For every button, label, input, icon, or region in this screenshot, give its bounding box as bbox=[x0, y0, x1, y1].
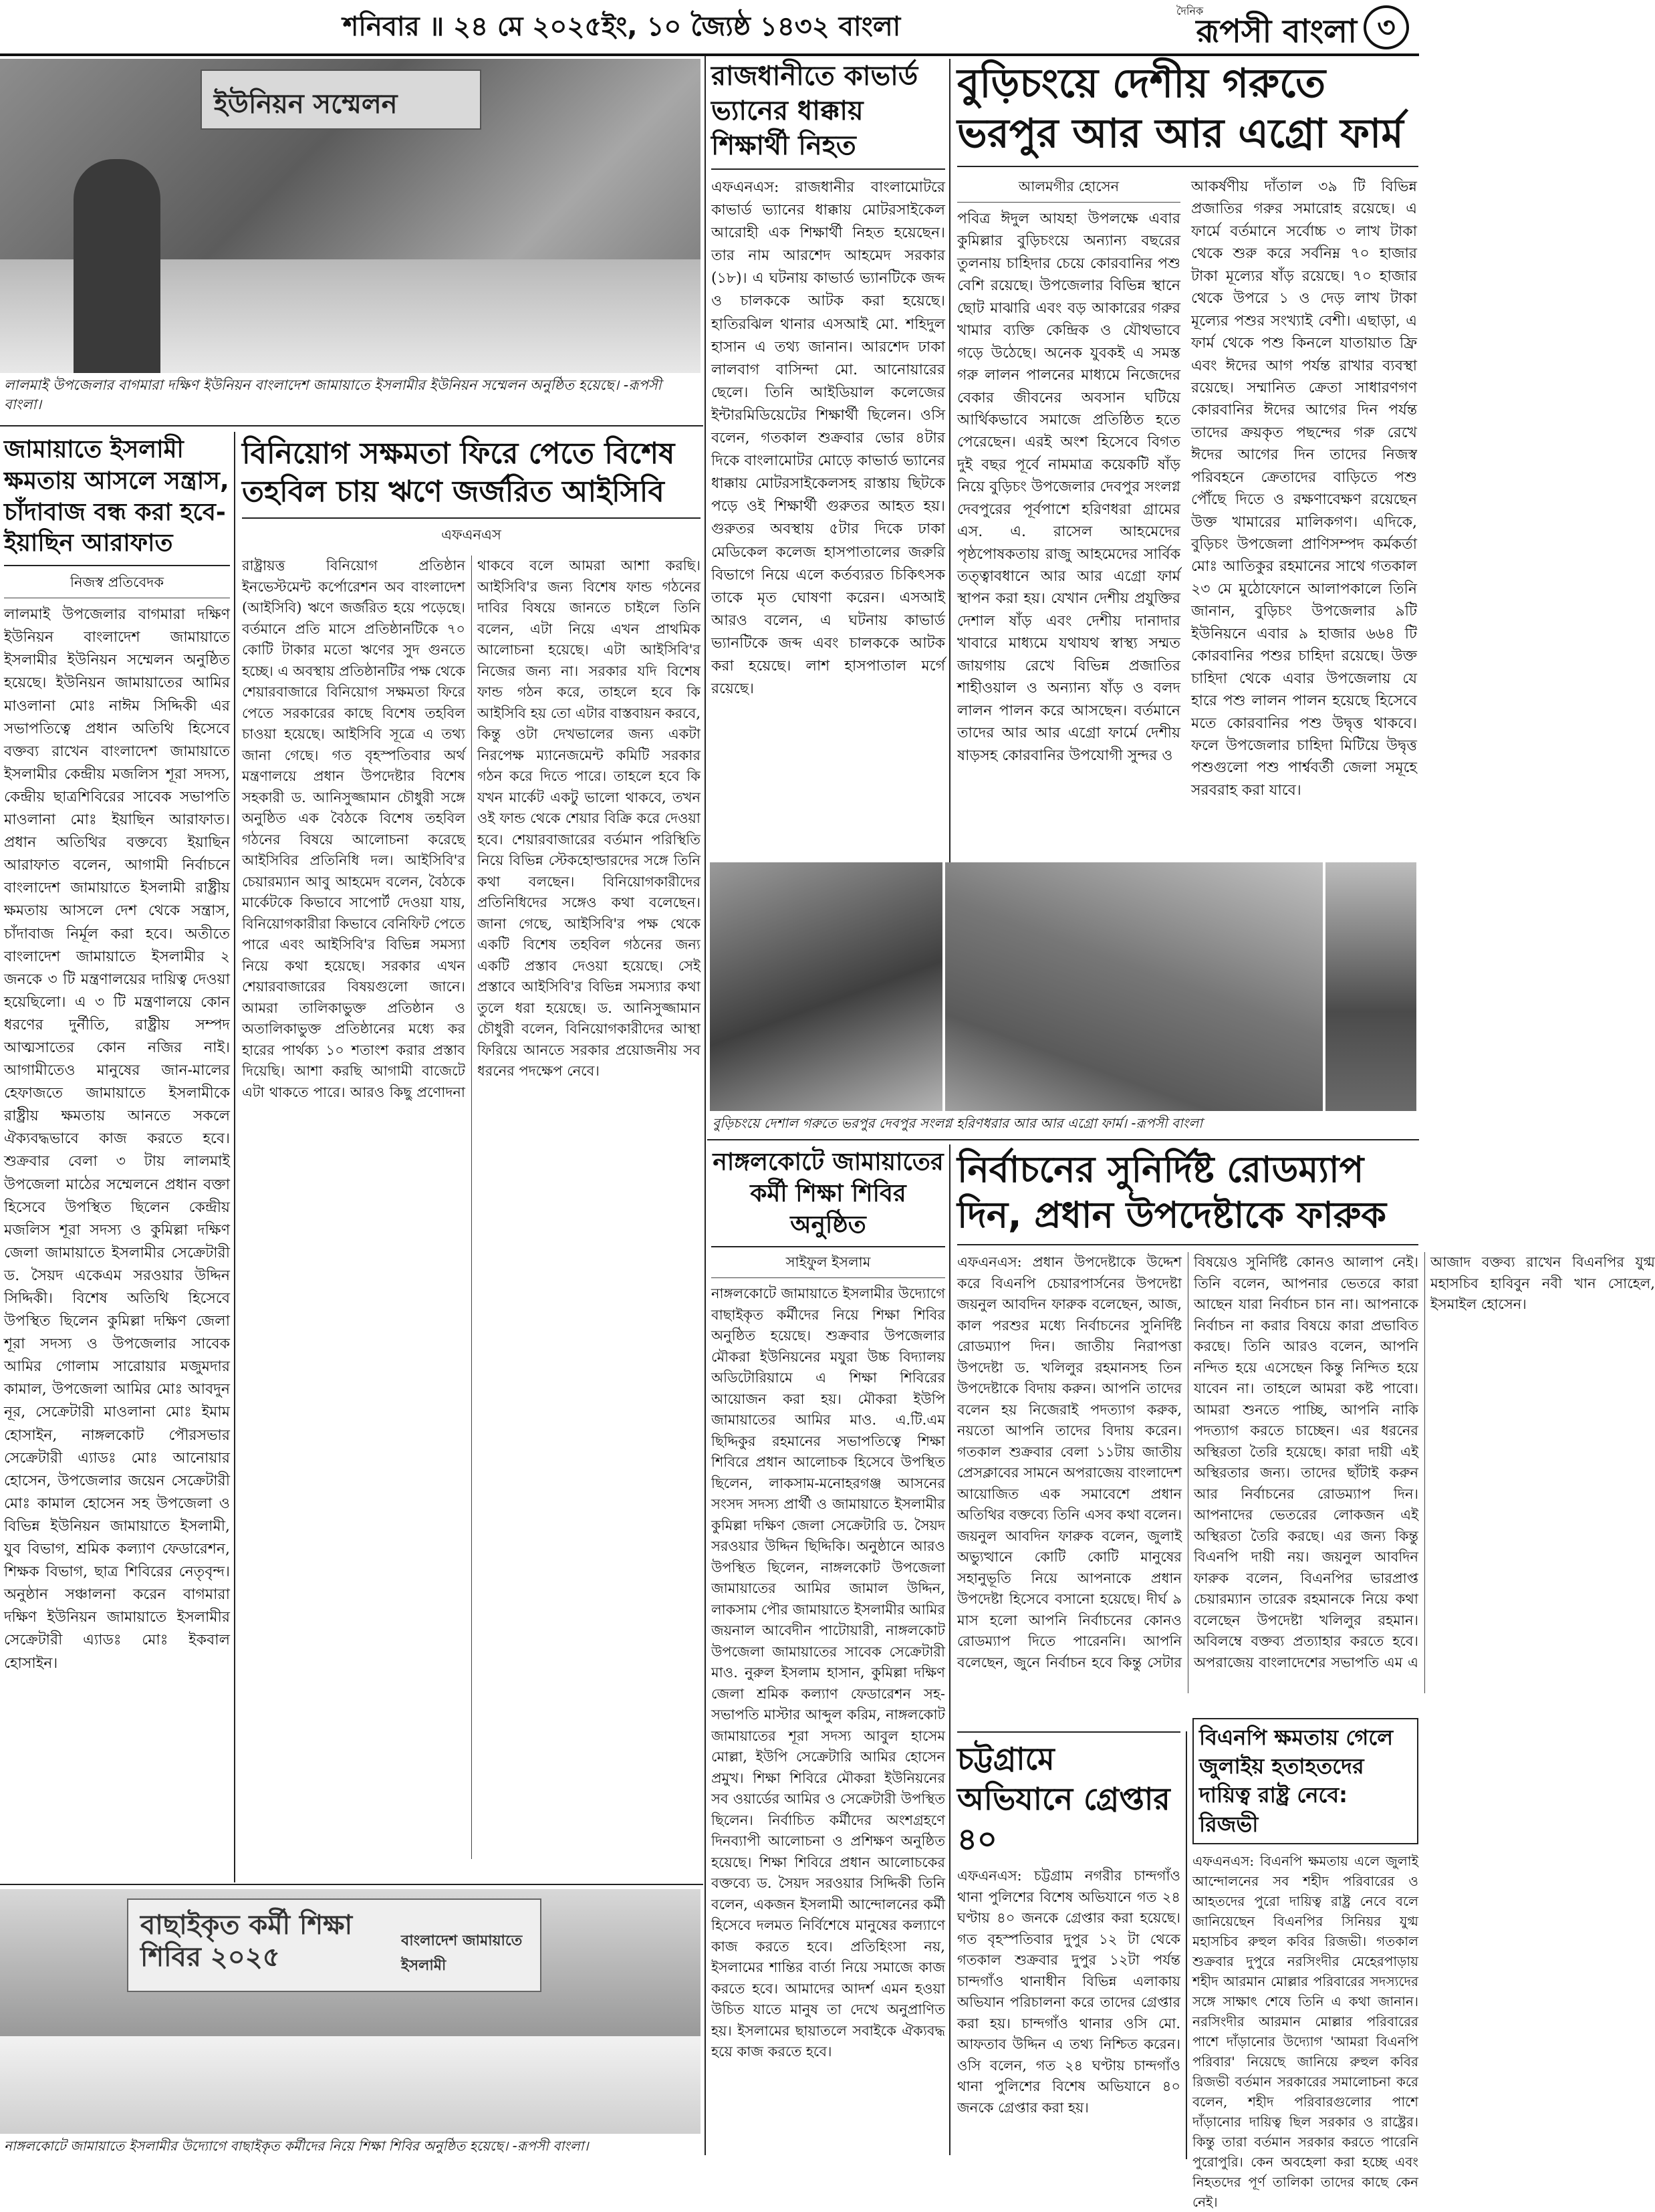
cattle-photo-2 bbox=[945, 862, 1323, 1111]
headline-icb: বিনিয়োগ সক্ষমতা ফিরে পেতে বিশেষ তহবিল চায় ঋণে জর্জরিত আইসিবি bbox=[242, 435, 701, 519]
farmer-photo bbox=[1325, 862, 1416, 1111]
cattle-photo-1 bbox=[710, 862, 942, 1111]
burichang-col-2 bbox=[1191, 176, 1417, 894]
article-chattogram bbox=[957, 1731, 1180, 2159]
headline-nangalkot: নাঙ্গলকোটে জামায়াতের কর্মী শিক্ষা শিবির অনুষ্ঠিত bbox=[711, 1147, 945, 1247]
photo-caption-top: লালমাই উপজেলার বাগমারা দক্ষিণ ইউনিয়ন বাংলাদেশ জামায়াতে ইসলামীর ইউনিয়ন সম্মেলন অনুষ্ঠিত হয়েছে। -রূপসী বাংলা। bbox=[4, 377, 662, 413]
headline-chattogram: চট্টগ্রামে অভিযানে গ্রেপ্তার ৪০ bbox=[957, 1741, 1170, 1857]
banner-text: ইউনিয়ন সম্মেলন bbox=[214, 89, 398, 120]
dateline: শনিবার ॥ ২৪ মে ২০২৫ইং, ১০ জ্যৈষ্ঠ ১৪৩২ বাংলা bbox=[342, 11, 901, 42]
rizvi-headline-box bbox=[1192, 1718, 1418, 1844]
camp-table bbox=[0, 2036, 701, 2134]
article-roadmap bbox=[957, 1147, 1655, 1722]
body-covered-van: এফএনএস: রাজধানীর বাংলামোটরে কাভার্ড ভ্যানের ধাক্কায় মোটরসাইকেল আরোহী এক শিক্ষার্থী নিহত হয়েছেন। তার নাম আরশেদ আহমেদ সরকার (১৮)। এ ঘটনায় কাভার্ড ভ্যানটিকে জব্দ ও চালককে আটক করা হয়েছে। হাতিরঝিল থানার এসআই মো. শহিদুল হাসান এ তথ্য জানান। আরশেদ ঢাকা লালবাগ বাসিন্দা মো. আনোয়ারের ছেলে। তিনি আইডিয়াল কলেজের ইন্টারমিডিয়েটের শিক্ষার্থী ছিলেন। ওসি বলেন, গতকাল শুক্রবার ভোর ৪টার দিকে বাংলামোটর মোড়ে কাভার্ড ভ্যানের ধাক্কায় মোটরসাইকেলসহ রাস্তায় ছিটকে পড়ে ওই শিক্ষার্থী গুরুতর আহত হয়। গুরুতর অবস্থায় ৫টার দিকে ঢাকা মেডিকেল কলেজ হাসপাতালের জরুরি বিভাগে নিয়ে এলে কর্তব্যরত চিকিৎসক তাকে মৃত ঘোষণা করেন। এসআই আরও বলেন, এ ঘটনায় কাভার্ড ভ্যানটিকে জব্দ এবং চালককে আটক করা হয়েছে। লাশ হাসপাতাল মর্গে রয়েছে। bbox=[711, 179, 945, 698]
headline-burichang: বুড়িচংয়ে দেশীয় গরুতে ভরপুর আর আর এগ্রো ফার্ম bbox=[957, 59, 1418, 167]
article-covered-van bbox=[711, 59, 945, 894]
daily-tag: দৈনিক bbox=[1176, 5, 1204, 17]
article-burichang bbox=[957, 59, 1418, 894]
byline-jamaat: নিজস্ব প্রতিবেদক bbox=[4, 572, 230, 598]
conference-photo bbox=[0, 59, 701, 373]
headline-roadmap: নির্বাচনের সুনির্দিষ্ট রোডম্যাপ দিন, প্রধান উপদেষ্টাকে ফারুক bbox=[957, 1147, 1418, 1245]
article-nangalkot bbox=[711, 1147, 945, 2157]
body-roadmap: এফএনএস: প্রধান উপদেষ্টাকে উদ্দেশ করে বিএনপি চেয়ারপার্সনের উপদেষ্টা জয়নুল আবদিন ফারুক বলেছেন, আজ, কাল পরশুর মধ্যে নির্বাচনের সুনির্দিষ্ট রোডম্যাপ দিন। জাতীয় নিরাপত্তা উপদেষ্টা ড. খলিলুর রহমানসহ তিন উপদেষ্টাকে বিদায় করুন। আপনি তাদের বলেন হয় নিজেরাই পদত্যাগ করুক, নয়তো আপনি তাদের বিদায় করেন। গতকাল শুক্রবার বেলা ১১টায় জাতীয় প্রেসক্লাবের সামনে অপরাজেয় বাংলাদেশ আয়োজিত এক সমাবেশে প্রধান অতিথির বক্তব্যে তিনি এসব কথা বলেন। জয়নুল আবদিন ফারুক বলেন, জুলাই অভ্যুত্থানে কোটি কোটি মানুষের সহানুভূতি নিয়ে আপনাকে প্রধান উপদেষ্টা হিসেবে বসানো হয়েছে। দীর্ঘ ৯ মাস হলো আপনি নির্বাচনের কোনও রোডম্যাপ দিতে পারেননি। আপনি বলেছেন, জুনে নির্বাচন হবে কিন্তু সেটার বিষয়েও সুনির্দিষ্ট কোনও আলাপ নেই। তিনি বলেন, আপনার ভেতরে কারা আছেন যারা নির্বাচন চান না। আপনাকে নির্বাচন না করার বিষয়ে কারা প্রভাবিত করছে। তিনি আরও বলেন, আপনি নন্দিত হয়ে এসেছেন কিন্তু নিন্দিত হয়ে যাবেন না। তাহলে আমরা কষ্ট পাবো। আমরা শুনতে পাচ্ছি, আপনি নাকি পদত্যাগ করতে চাচ্ছেন। এর ধরনের অস্থিরতা তৈরি হয়েছে। কারা দায়ী এই অস্থিরতার জন্য। তাদের ছাঁটাই করুন আর নির্বাচনের রোডম্যাপ দিন। আপনাদের ভেতরের লোকজন এই অস্থিরতা তৈরি করছে। এর জন্য কিন্তু বিএনপি দায়ী নয়। জয়নুল আবদিন ফারুক বলেন, বিএনপির ভারপ্রাপ্ত চেয়ারম্যান তারেক রহমানকে নিয়ে কথা বলেছেন উপদেষ্টা খলিলুর রহমান। অবিলম্বে বক্তব্য প্রত্যাহার করতে হবে। অপরাজেয় বাংলাদেশের সভাপতি এম এ আজাদ বক্তব্য রাখেন বিএনপির যুগ্ম মহাসচিব হাবিবুন নবী খান সোহেল, ইসমাইল হোসেন। bbox=[957, 1254, 1655, 1671]
body-nangalkot: নাঙ্গলকোটে জামায়াতে ইসলামীর উদ্যোগে বাছাইকৃত কর্মীদের নিয়ে শিক্ষা শিবির অনুষ্ঠিত হয়েছে। শুক্রবার উপজেলার মৌকরা ইউনিয়নের মযুরা উচ্চ বিদ্যালয় অডিটোরিয়ামে এ শিক্ষা শিবিরের আয়োজন করা হয়। মৌকরা ইউপি জামায়াতের আমির মাও. এ.টি.এম ছিদ্দিকুর রহমানের সভাপতিত্বে শিক্ষা শিবিরে প্রধান আলোচক হিসেবে উপস্থিত ছিলেন, লাকসাম-মনোহরগঞ্জ আসনের সংসদ সদস্য প্রার্থী ও জামায়াতে ইসলামীর কুমিল্লা দক্ষিণ জেলা সেক্রেটারি ড. সৈয়দ সরওয়ার উদ্দিন ছিদ্দিকি। অনুষ্ঠানে আরও উপস্থিত ছিলেন, নাঙ্গলকোট উপজেলা জামায়াতের আমির জামাল উদ্দিন, লাকসাম পৌর জামায়াতে ইসলামীর আমির জয়নাল আবেদীন পাটোয়ারী, নাঙ্গলকোট উপজেলা জামায়াতের সাবেক সেক্রেটারী মাও. নুরুল ইসলাম হাসান, কুমিল্লা দক্ষিণ জেলা শ্রমিক কল্যাণ ফেডারেশন সহ-সভাপতি মাস্টার আব্দুল করিম, নাঙ্গলকোট জামায়াতের শূরা সদস্য আবুল হাসেম মোল্লা, ইউপি সেক্রেটারি আমির হোসেন প্রমুখ। শিক্ষা শিবিরে মৌকরা ইউনিয়নের সব ওয়ার্ডের আমির ও সেক্রেটারী উপস্থিত ছিলেন। নির্বাচিত কর্মীদের অংশগ্রহণে দিনব্যাপী আলোচনা ও প্রশিক্ষণ অনুষ্ঠিত হয়েছে। শিক্ষা শিবিরে প্রধান আলোচকের বক্তব্যে ড. সৈয়দ সরওয়ার সিদ্দিকী তিনি বলেন, একজন ইসলামী আন্দোলনের কর্মী হিসেবে দলমত নির্বিশেষে মানুষের কল্যাণে কাজ করতে হবে। প্রতিহিংসা নয়, ইসলামের শান্তির বার্তা নিয়ে সমাজে কাজ করতে হবে। আমাদের আদর্শ এমন হওয়া উচিত যাতে মানুষ তা দেখে অনুপ্রাণিত হয়। ইসলামের ছায়াতলে সবাইকে ঐক্যবদ্ধ হয়ে কাজ করতে হবে। bbox=[711, 1285, 945, 2060]
headline-covered-van: রাজধানীতে কাভার্ড ভ্যানের ধাক্কায় শিক্ষার্থী নিহত bbox=[711, 59, 945, 170]
article-jamaat bbox=[4, 435, 230, 1905]
speaker-figure bbox=[74, 159, 160, 373]
byline-icb: এফএনএস bbox=[441, 527, 501, 543]
body-rizvi: এফএনএস: বিএনপি ক্ষমতায় এলে জুলাই আন্দোলনের সব শহীদ পরিবারের ও আহতদের পুরো দায়িত্ব রাষ্ট্র নেবে বলে জানিয়েছেন বিএনপির সিনিয়র যুগ্ম মহাসচিব রুহুল কবির রিজভী। গতকাল শুক্রবার দুপুরে নরসিংদীর মেহেরপাড়ায় শহীদ আরমান মোল্লার পরিবারের সদস্যদের সঙ্গে সাক্ষাৎ শেষে তিনি এ কথা জানান। নরসিংদীর আরমান মোল্লার পরিবারের পাশে দাঁড়ানোর উদ্যোগ 'আমরা বিএনপি পরিবার' নিয়েছে জানিয়ে রুহুল কবির রিজভী বর্তমান সরকারের সমালোচনা করে বলেন, শহীদ পরিবারগুলোর পাশে দাঁড়ানোর দায়িত্ব ছিল সরকার ও রাষ্ট্রের। কিন্তু তারা বর্তমান সরকার করতে পারেনি পুরোপুরি। কেন অবহেলা করা হচ্ছে এবং নিহতদের পূর্ণ তালিকা তাদের কাছে কেন নেই। bbox=[1192, 1852, 1418, 2210]
camp-banner-sub: বাংলাদেশ জামায়াতে ইসলামী bbox=[401, 1933, 523, 1974]
page-number: ৩ bbox=[1364, 5, 1409, 49]
headline-rizvi: বিএনপি ক্ষমতায় গেলে জুলাইয় হতাহতদের দায়িত্ব রাষ্ট্র নেবে: রিজভী bbox=[1199, 1725, 1394, 1837]
article-rizvi bbox=[1192, 1718, 1418, 2210]
photo-caption-bottom: নাঙ্গলকোটে জামায়াতে ইসলামীর উদ্যোগে বাছাইকৃত কর্মীদের নিয়ে শিক্ষা শিবির অনুষ্ঠিত হয়েছে। -রূপসী বাংলা। bbox=[4, 2138, 589, 2154]
photo-caption-cattle: বুড়িচংয়ে দেশাল গরুতে ভরপুর দেবপুর সংলগ্ন হরিণধরার আর আর এগ্রো ফার্ম। -রূপসী বাংলা bbox=[713, 1115, 1203, 1131]
body-icb: রাষ্ট্রায়ত্ত বিনিয়োগ প্রতিষ্ঠান ইনভেস্টমেন্ট কর্পোরেশন অব বাংলাদেশ (আইসিবি) ঋণে জর্জরিত হয়ে পড়েছে। বর্তমানে প্রতি মাসে প্রতিষ্ঠানটিকে ৭০ কোটি টাকার মতো ঋণের সুদ গুনতে হচ্ছে। এ অবস্থায় প্রতিষ্ঠানটির পক্ষ থেকে শেয়ারবাজারে বিনিয়োগ সক্ষমতা ফিরে পেতে সরকারের কাছে বিশেষ তহবিল চাওয়া হয়েছে। আইসিবি সূত্রে এ তথ্য জানা গেছে। গত বৃহস্পতিবার অর্থ মন্ত্রণালয়ে প্রধান উপদেষ্টার বিশেষ সহকারী ড. আনিসুজ্জামান চৌধুরী সঙ্গে অনুষ্ঠিত এক বৈঠকে বিশেষ তহবিল গঠনের বিষয়ে আলোচনা করেছে আইসিবির প্রতিনিধি দল। আইসিবি'র চেয়ারম্যান আবু আহমেদ বলেন, বৈঠকে মার্কেটকে কিভাবে সাপোর্ট দেওয়া যায়, বিনিয়োগকারীরা কিভাবে বেনিফিট পেতে পারে এবং আইসিবি'র বিভিন্ন সমস্যা নিয়ে কথা হয়েছে। সরকার এখন শেয়ারবাজারের বিষয়গুলো জানে। আমরা তালিকাভুক্ত প্রতিষ্ঠান ও অতালিকাভুক্ত প্রতিষ্ঠানের মধ্যে কর হারের পার্থক্য ১০ শতাংশ করার প্রস্তাব দিয়েছি। আশা করছি আগামী বাজেটে এটা থাকতে পারে। আরও কিছু প্রণোদনা থাকবে বলে আমরা আশা করছি। আইসিবি'র জন্য বিশেষ ফান্ড গঠনের দাবির বিষয়ে জানতে চাইলে তিনি বলেন, এটা নিয়ে এখন প্রাথমিক আলোচনা হয়েছে। এটা আইসিবি'র নিজের জন্য না। সরকার যদি বিশেষ ফান্ড গঠন করে, তাহলে হবে কি আইসিবি হয় তো এটার বাস্তবায়ন করবে, কিন্তু ওটা দেখভালের জন্য একটা নিরপেক্ষ ম্যানেজমেন্ট কমিটি সরকার গঠন করে দিতে পারে। তাহলে হবে কি যখন মার্কেট একটু ভালো থাকবে, তখন ওই ফান্ড থেকে শেয়ার বিক্রি করে দেওয়া হবে। শেয়ারবাজারের বর্তমান পরিস্থিতি নিয়ে বিভিন্ন স্টেকহোল্ডারদের সঙ্গে তিনি কথা বলছেন। বিনিয়োগকারীদের প্রতিনিধিদের সঙ্গেও কথা বলেছেন। জানা গেছে, আইসিবি'র পক্ষ থেকে একটি বিশেষ তহবিল গঠনের জন্য একটি প্রস্তাব দেওয়া হয়েছে। সেই প্রস্তাবে আইসিবি'র বিভিন্ন সমস্যার কথা তুলে ধরা হয়েছে। ড. আনিসুজ্জামান চৌধুরী বলেন, বিনিয়োগকারীদের আস্থা ফিরিয়ে আনতে সরকার প্রয়োজনীয় সব ধরনের পদক্ষেপ নেবে। bbox=[242, 558, 701, 1100]
paper-name: রূপসী বাংলা bbox=[1196, 13, 1357, 50]
masthead bbox=[0, 0, 1419, 56]
training-camp-photo bbox=[0, 1889, 701, 2134]
body-chattogram: এফএনএস: চট্টগ্রাম নগরীর চান্দগাঁও থানা পুলিশের বিশেষ অভিযানে গত ২৪ ঘণ্টায় ৪০ জনকে গ্রেপ্তার করা হয়েছে। গত বৃহস্পতিবার দুপুর ১২ টা থেকে গতকাল শুক্রবার দুপুর ১২টা পর্যন্ত চান্দগাঁও থানাধীন বিভিন্ন এলাকায় অভিযান পরিচালনা করে তাদের গ্রেপ্তার করা হয়। চান্দগাঁও থানার ওসি মো. আফতাব উদ্দিন এ তথ্য নিশ্চিত করেন। ওসি বলেন, গত ২৪ ঘণ্টায় চান্দগাঁও থানা পুলিশের বিশেষ অভিযানে ৪০ জনকে গ্রেপ্তার করা হয়। bbox=[957, 1868, 1180, 2116]
body-burichang-1: পবিত্র ঈদুল আযহা উপলক্ষে এবার কুমিল্লার বুড়িচংয়ে অন্যান্য বছরের তুলনায় চাহিদার চেয়ে কোরবানির পশু বেশি রয়েছে। উপজেলার বিভিন্ন স্থানে ছোট মাঝারি এবং বড় আকারের গরুর খামার ব্যক্তি কেন্দ্রিক ও যৌথভাবে গড়ে উঠেছে। অনেক যুবকই এ সমস্ত গরু লালন পালনের মাধ্যমে নিজেদের বেকার জীবনের অবসান ঘটিয়ে আর্থিকভাবে সমাজে প্রতিষ্ঠিত হতে পেরেছেন। এরই অংশ হিসেবে বিগত দুই বছর পূর্বে নামমাত্র কয়েকটি ষাঁড় নিয়ে বুড়িচং উপজেলার দেবপুর সংলগ্ন দেবপুরের পূর্বপাশে হরিণধরা গ্রামের এস. এ. রাসেল আহমেদের পৃষ্ঠপোষকতায় রাজু আহমেদের সার্বিক তত্ত্বাবধানে আর আর এগ্রো ফার্ম স্থাপন করা হয়। যেখান দেশীয় প্রযুক্তির দেশাল ষাঁড় এবং দেশীয় দানাদার খাবারে মাধ্যমে যথাযথ স্বাস্থ্য সম্মত জায়গায় রেখে বিভিন্ন প্রজাতির শাহীওয়াল ও অন্যান্য ষাঁড় ও বলদ লালন পালন করে আসছেন। বর্তমানে তাদের আর আর এগ্রো ফার্মে দেশীয় ষাড়সহ কোরবানির উপযোগী সুন্দর ও bbox=[957, 211, 1180, 764]
body-jamaat: লালমাই উপজেলার বাগমারা দক্ষিণ ইউনিয়ন বাংলাদেশ জামায়াতে ইসলামীর ইউনিয়ন সম্মেলন অনুষ্ঠিত হয়েছে। ইউনিয়ন জামায়াতের আমির মাওলানা মোঃ নাঈম সিদ্দিকী এর সভাপতিত্বে প্রধান অতিথি হিসেবে বক্তব্য রাখেন বাংলাদেশ জামায়াতে ইসলামীর কেন্দ্রীয় মজলিস শূরা সদস্য, কেন্দ্রীয় ছাত্রশিবিরের সাবেক সভাপতি মাওলানা মোঃ ইয়াছিন আরাফাত। প্রধান অতিথির বক্তব্যে ইয়াছিন আরাফাত বলেন, আগামী নির্বাচনে বাংলাদেশ জামায়াতে ইসলামী রাষ্ট্রীয় ক্ষমতায় আসলে দেশ থেকে সন্ত্রাস, চাঁদাবাজ নির্মূল করা হবে। অতীতে বাংলাদেশ জামায়াতে ইসলামীর ২ জনকে ৩ টি মন্ত্রণালয়ের দায়িত্ব দেওয়া হয়েছিলো। এ ৩ টি মন্ত্রণালয়ে কোন ধরণের দুর্নীতি, রাষ্ট্রীয় সম্পদ আত্মসাতের কোন নজির নাই। আগামীতেও মানুষের জান-মালের হেফাজতে জামায়াতে ইসলামীকে রাষ্ট্রীয় ক্ষমতায় আনতে সকলে ঐক্যবদ্ধভাবে কাজ করতে হবে। শুক্রবার বেলা ৩ টায় লালমাই উপজেলা মাঠের সম্মেলনে প্রধান বক্তা হিসেবে উপস্থিত ছিলেন কেন্দ্রীয় মজলিস শূরা সদস্য ও কুমিল্লা দক্ষিণ জেলা জামায়াতে ইসলামীর সেক্রেটারী ড. সৈয়দ একেএম সরওয়ার উদ্দিন সিদ্দিকী। বিশেষ অতিথি হিসেবে উপস্থিত ছিলেন কুমিল্লা দক্ষিণ জেলা শূরা সদস্য ও উপজেলার সাবেক আমির গোলাম সারোয়ার মজুমদার কামাল, উপজেলা আমির মোঃ আবদুন নূর, সেক্রেটারী মাওলানা মোঃ ইমাম হোসাইন, নাঙ্গলকোট পৌরসভার সেক্রেটারী এ্যাডঃ মোঃ আনোয়ার হোসেন, উপজেলার জয়েন সেক্রেটারী মোঃ কামাল হোসেন সহ উপজেলা ও বিভিন্ন ইউনিয়ন জামায়াতে ইসলামী, যুব বিভাগ, শ্রমিক কল্যাণ ফেডারেশন, শিক্ষক বিভাগ, ছাত্র শিবিরের নেতৃবৃন্দ। অনুষ্ঠান সঞ্চালনা করেন বাগমারা দক্ষিণ ইউনিয়ন জামায়াতে ইসলামীর সেক্রেটারী এ্যাডঃ মোঃ ইকবাল হোসাইন। bbox=[4, 606, 230, 1672]
headline-jamaat: জামায়াতে ইসলামী ক্ষমতায় আসলে সন্ত্রাস, চাঁদাবাজ বন্ধ করা হবে-ইয়াছিন আরাফাত bbox=[4, 435, 230, 566]
byline-nangalkot: সাইফুল ইসলাম bbox=[711, 1251, 945, 1278]
article-icb bbox=[242, 435, 701, 1885]
body-burichang-2: আকর্ষণীয় দাঁতাল ৩৯ টি বিভিন্ন প্রজাতির গরুর সমারোহ রয়েছে। এ ফার্মে বর্তমানে সর্বোচ্চ ৩ লাখ টাকা থেকে শুরু করে সর্বনিম্ন ৭০ হাজার টাকা মূল্যের ষাঁড় রয়েছে। ৭০ হাজার থেকে উপরে ১ ও দেড় লাখ টাকা মূল্যের পশুর সংখ্যাই বেশী। এছাড়া, এ ফার্ম থেকে পশু কিনলে যাতায়াত ফ্রি এবং ঈদের আগ পর্যন্ত রাখার ব্যবস্থা রয়েছে। সম্মানিত ক্রেতা সাধারণগণ কোরবানির ঈদের আগের দিন পর্যন্ত তাদের ক্রয়কৃত পছন্দের গরু রেখে ঈদের আগের দিন তাদের নিজস্ব পরিবহনে ক্রেতাদের বাড়িতে পশু পৌঁছে দিতে ও রক্ষণাবেক্ষণ রয়েছেন উক্ত খামারের মালিকগণ। এদিকে, বুড়িচং উপজেলা প্রাণিসম্পদ কর্মকর্তা মোঃ আতিকুর রহমানের সাথে গতকাল ২৩ মে মুঠোফোনে আলাপকালে তিনি জানান, বুড়িচং উপজেলার ৯টি ইউনিয়নে এবার ৯ হাজার ৬৬৪ টি কোরবানির পশুর চাহিদা রয়েছে। উক্ত চাহিদা থেকে এবার উপজেলায় যে হারে পশু লালন পালন হয়েছে হিসেবে মতে কোরবানির পশু উদ্বৃত্ত থাকবে। ফলে উপজেলার চাহিদা মিটিয়ে উদ্বৃত্ত পশুগুলো পশু পার্শ্ববর্তী জেলা সমূহে সরবরাহ করা যাবে। bbox=[1191, 178, 1417, 799]
byline-burichang: আলমগীর হোসেন bbox=[957, 176, 1180, 203]
camp-banner-text: বাছাইকৃত কর্মী শিক্ষা শিবির ২০২৫ bbox=[140, 1910, 353, 1973]
burichang-col-1 bbox=[957, 176, 1180, 894]
